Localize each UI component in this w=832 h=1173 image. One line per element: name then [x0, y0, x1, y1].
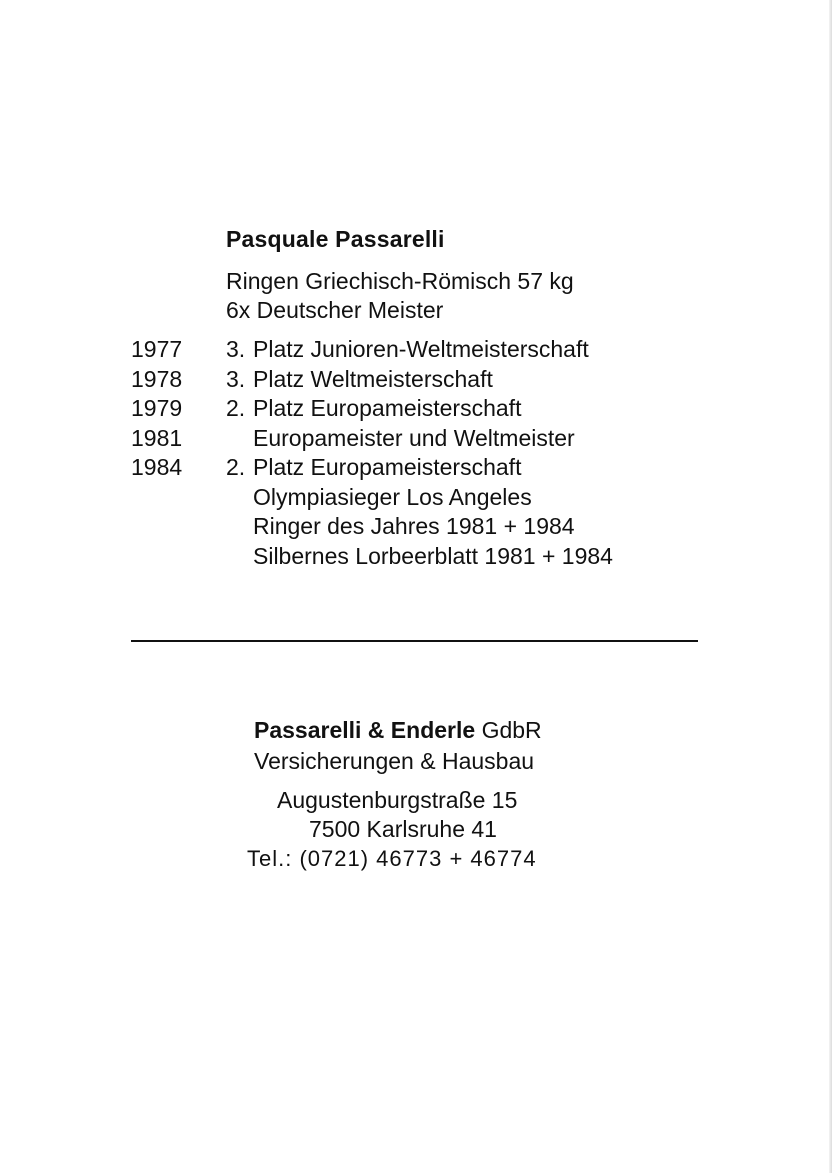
result-year: 1978 — [131, 365, 183, 392]
result-year: 1984 — [131, 454, 183, 480]
result-text: Platz Weltmeisterschaft — [253, 365, 493, 392]
company-city: 7500 Karlsruhe 41 — [309, 816, 497, 842]
result-text: Ringer des Jahres 1981 + 1984 — [253, 513, 575, 539]
divider-line — [131, 640, 698, 642]
athlete-name: Pasquale Passarelli — [226, 226, 445, 252]
company-name: Passarelli & Enderle — [254, 717, 476, 743]
result-text: Olympiasieger Los Angeles — [253, 483, 532, 510]
result-year: 1981 — [131, 424, 183, 451]
result-text: Silbernes Lorbeerblatt 1981 + 1984 — [253, 542, 613, 569]
result-place: 3. — [226, 336, 246, 362]
result-text: Europameister und Weltmeister — [253, 424, 575, 451]
result-place: 3. — [226, 365, 246, 392]
result-place: 2. — [226, 395, 246, 421]
result-text: Platz Europameisterschaft — [253, 395, 522, 421]
company-phone: Tel.: (0721) 46773 + 46774 — [247, 846, 537, 871]
result-text: Platz Junioren-Weltmeisterschaft — [253, 336, 589, 362]
company-name-row — [254, 716, 542, 745]
company-legal-form: GdbR — [481, 717, 542, 743]
result-place: 2. — [226, 454, 246, 480]
company-street: Augustenburgstraße 15 — [277, 787, 518, 813]
result-text: Platz Europameisterschaft — [253, 454, 522, 480]
athlete-discipline: Ringen Griechisch-Römisch 57 kg — [226, 268, 574, 294]
athlete-titles: 6x Deutscher Meister — [226, 297, 444, 323]
company-services: Versicherungen & Hausbau — [254, 748, 535, 774]
result-year: 1979 — [131, 395, 183, 421]
result-year: 1977 — [131, 336, 183, 362]
